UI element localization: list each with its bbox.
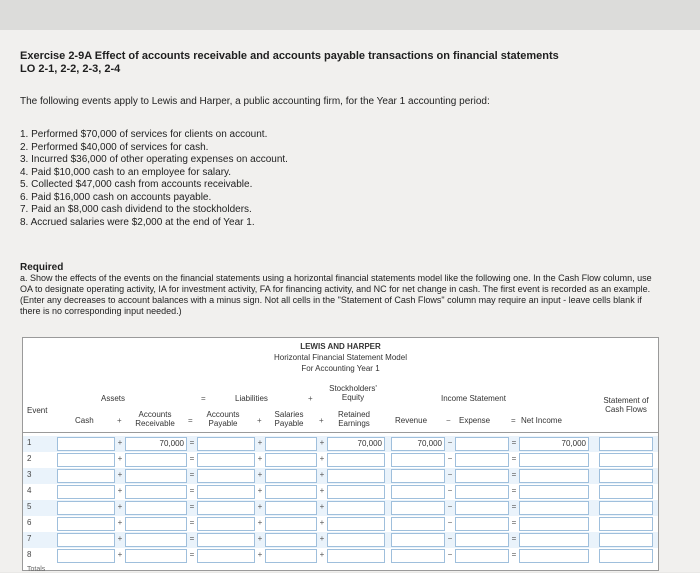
input-cell-netincome[interactable]: 70,000 (519, 437, 589, 451)
event-number: 2 (27, 454, 32, 463)
input-cell-expense[interactable] (455, 549, 509, 563)
minus-sign: − (447, 518, 453, 527)
equals-sign: = (511, 470, 517, 479)
plus-sign: + (117, 416, 122, 425)
plus-sign: + (257, 470, 263, 479)
list-item: 6. Paid $16,000 cash on accounts payable. (20, 191, 212, 203)
equals-sign: = (189, 518, 195, 527)
event-number: 3 (27, 470, 32, 479)
plus-sign: + (319, 470, 325, 479)
table-row (23, 548, 658, 564)
input-cell-revenue[interactable] (391, 517, 445, 531)
plus-sign: + (257, 518, 263, 527)
exercise-title (20, 50, 559, 76)
minus-sign: − (447, 550, 453, 559)
minus-sign: − (447, 438, 453, 447)
header-divider (23, 432, 658, 433)
input-cell-ap[interactable] (197, 549, 255, 563)
input-cell-cash[interactable] (57, 517, 115, 531)
event-number: 4 (27, 486, 32, 495)
input-cell-re[interactable] (327, 453, 385, 467)
input-cell-cash[interactable] (57, 501, 115, 515)
plus-sign: + (117, 502, 123, 511)
input-cell-expense[interactable] (455, 437, 509, 451)
plus-sign: + (257, 416, 262, 425)
plus-sign: + (117, 486, 123, 495)
model-subtitle: Horizontal Financial Statement Model (274, 353, 407, 362)
input-cell-sp[interactable] (265, 533, 317, 547)
input-cell-ar[interactable] (125, 469, 187, 483)
input-cell-cashflow[interactable] (599, 469, 653, 483)
event-number: 6 (27, 518, 32, 527)
equals-sign: = (189, 470, 195, 479)
input-cell-re[interactable] (327, 533, 385, 547)
equals-sign: = (511, 486, 517, 495)
input-cell-expense[interactable] (455, 501, 509, 515)
exercise-title-line2: LO 2-1, 2-2, 2-3, 2-4 (20, 63, 121, 75)
plus-sign: + (319, 438, 325, 447)
input-cell-netincome[interactable] (519, 533, 589, 547)
plus-sign: + (319, 416, 324, 425)
input-cell-cash[interactable] (57, 437, 115, 451)
input-cell-ar[interactable] (125, 453, 187, 467)
table-row (23, 500, 658, 516)
input-cell-ap[interactable] (197, 485, 255, 499)
input-cell-ar[interactable] (125, 501, 187, 515)
group-liabilities: Liabilities (235, 394, 268, 403)
col-accounts-receivable: Accounts Receivable (135, 410, 175, 428)
input-cell-re[interactable] (327, 501, 385, 515)
input-cell-ap[interactable] (197, 533, 255, 547)
input-cell-re[interactable] (327, 485, 385, 499)
input-cell-cash[interactable] (57, 469, 115, 483)
equals-sign: = (511, 518, 517, 527)
equals-sign: = (189, 534, 195, 543)
input-cell-cashflow[interactable] (599, 501, 653, 515)
equals-sign: = (188, 416, 193, 425)
input-cell-netincome[interactable] (519, 549, 589, 563)
input-cell-sp[interactable] (265, 485, 317, 499)
group-income: Income Statement (441, 394, 506, 403)
input-cell-ar[interactable] (125, 533, 187, 547)
equals-sign: = (511, 534, 517, 543)
equals-sign: = (511, 438, 517, 447)
plus-sign: + (319, 486, 325, 495)
input-cell-ar[interactable] (125, 549, 187, 563)
input-cell-sp[interactable] (265, 469, 317, 483)
table-row (23, 468, 658, 484)
list-item: 1. Performed $70,000 of services for clients on account. (20, 129, 268, 140)
input-cell-netincome[interactable] (519, 517, 589, 531)
plus-sign: + (257, 438, 263, 447)
input-cell-sp[interactable] (265, 517, 317, 531)
event-number: 7 (27, 534, 32, 543)
input-cell-re[interactable] (327, 469, 385, 483)
col-accounts-payable: Accounts Payable (206, 410, 240, 428)
input-cell-ar[interactable] (125, 517, 187, 531)
input-cell-revenue[interactable]: 70,000 (391, 437, 445, 451)
list-item: 2. Performed $40,000 of services for cash. (20, 141, 209, 153)
input-cell-ap[interactable] (197, 517, 255, 531)
minus-sign: − (447, 486, 453, 495)
input-cell-cash[interactable] (57, 453, 115, 467)
table-row (23, 516, 658, 532)
event-number: 8 (27, 550, 32, 559)
plus-sign: + (257, 502, 263, 511)
input-cell-cash[interactable] (57, 549, 115, 563)
list-item: 7. Paid an $8,000 cash dividend to the stockholders. (20, 204, 252, 215)
exercise-title-line1: Exercise 2-9A Effect of accounts receivable and accounts payable transactions on financial statements (20, 50, 559, 62)
plus-sign: + (319, 534, 325, 543)
input-cell-expense[interactable] (455, 533, 509, 547)
input-cell-cashflow[interactable] (599, 533, 653, 547)
input-cell-re[interactable] (327, 549, 385, 563)
equals-sign: = (511, 502, 517, 511)
input-cell-cashflow[interactable] (599, 549, 653, 563)
plus-sign: + (117, 438, 123, 447)
input-cell-sp[interactable] (265, 453, 317, 467)
input-cell-revenue[interactable] (391, 453, 445, 467)
event-number: 1 (27, 438, 32, 447)
plus-sign: + (117, 470, 123, 479)
input-cell-netincome[interactable] (519, 485, 589, 499)
equals-sign: = (189, 438, 195, 447)
col-salaries-payable: Salaries Payable (274, 410, 304, 428)
input-cell-revenue[interactable] (391, 485, 445, 499)
col-net-income: Net Income (521, 416, 562, 425)
minus-sign: − (447, 534, 453, 543)
plus-sign: + (117, 518, 123, 527)
input-cell-cashflow[interactable] (599, 485, 653, 499)
input-cell-expense[interactable] (455, 469, 509, 483)
col-event: Event (27, 406, 48, 415)
list-item: 5. Collected $47,000 cash from accounts receivable. (20, 179, 253, 190)
equals-sign: = (189, 502, 195, 511)
plus-sign: + (117, 550, 123, 559)
group-cashflow: Statement of Cash Flows (603, 396, 649, 414)
input-cell-cashflow[interactable] (599, 517, 653, 531)
col-revenue: Revenue (395, 416, 428, 425)
input-cell-netincome[interactable] (519, 469, 589, 483)
model-period: For Accounting Year 1 (301, 364, 380, 373)
input-cell-netincome[interactable] (519, 453, 589, 467)
input-cell-sp[interactable] (265, 549, 317, 563)
events-list (20, 129, 288, 229)
input-cell-cashflow[interactable] (599, 437, 653, 451)
plus-sign: + (257, 486, 263, 495)
input-cell-ap[interactable] (197, 437, 255, 451)
minus-sign: − (447, 470, 453, 479)
input-cell-netincome[interactable] (519, 501, 589, 515)
input-cell-ar[interactable]: 70,000 (125, 437, 187, 451)
plus-sign: + (117, 454, 123, 463)
input-cell-revenue[interactable] (391, 533, 445, 547)
input-cell-ap[interactable] (197, 453, 255, 467)
plus-sign: + (319, 502, 325, 511)
list-item: 4. Paid $10,000 cash to an employee for salary. (20, 166, 232, 178)
input-cell-ap[interactable] (197, 469, 255, 483)
totals-label: Totals (27, 566, 46, 573)
model-company: LEWIS AND HARPER (300, 342, 381, 351)
input-cell-cash[interactable] (57, 533, 115, 547)
input-cell-sp[interactable] (265, 437, 317, 451)
table-row (23, 532, 658, 548)
plus-sign: + (308, 394, 313, 403)
equals-sign: = (189, 486, 195, 495)
input-cell-revenue[interactable] (391, 501, 445, 515)
table-row (23, 484, 658, 500)
table-row (23, 452, 658, 468)
minus-sign: − (447, 502, 453, 511)
input-cell-revenue[interactable] (391, 549, 445, 563)
equals-sign: = (201, 394, 206, 403)
event-number: 5 (27, 502, 32, 511)
input-cell-expense[interactable] (455, 485, 509, 499)
input-cell-revenue[interactable] (391, 469, 445, 483)
equals-sign: = (511, 416, 516, 425)
col-expense: Expense (459, 416, 491, 425)
equals-sign: = (189, 550, 195, 559)
equals-sign: = (511, 550, 517, 559)
input-cell-expense[interactable] (455, 453, 509, 467)
plus-sign: + (257, 534, 263, 543)
plus-sign: + (319, 454, 325, 463)
plus-sign: + (257, 454, 263, 463)
minus-sign: − (446, 416, 451, 425)
financial-statement-model (22, 337, 659, 571)
col-cash: Cash (75, 416, 94, 425)
equals-sign: = (189, 454, 195, 463)
group-assets: Assets (101, 394, 126, 403)
group-equity: Stockholders' Equity (329, 384, 377, 402)
input-cell-re[interactable] (327, 517, 385, 531)
input-cell-cashflow[interactable] (599, 453, 653, 467)
required-text: a. Show the effects of the events on the financial statements using a horizontal financial statements model like the following one. In the Cash Flow column, use OA to designate operating activity, IA for investment activity, FA for financing activity, and NC for net change in cash. The first event is recorded as an example. (Enter any decreases to account balances with a minus sign. Not all cells in the "Statement of Cash Flows" column may require an input - leave cells blank if there is no corresponding input needed.) (20, 273, 652, 316)
input-cell-expense[interactable] (455, 517, 509, 531)
col-retained-earnings: Retained Earnings (337, 410, 371, 428)
input-cell-re[interactable]: 70,000 (327, 437, 385, 451)
minus-sign: − (447, 454, 453, 463)
required-heading: Required (20, 262, 64, 273)
plus-sign: + (319, 550, 325, 559)
list-item: 8. Accrued salaries were $2,000 at the end of Year 1. (20, 216, 255, 228)
input-cell-ar[interactable] (125, 485, 187, 499)
input-cell-sp[interactable] (265, 501, 317, 515)
top-bar (0, 0, 700, 30)
input-cell-ap[interactable] (197, 501, 255, 515)
plus-sign: + (117, 534, 123, 543)
input-cell-cash[interactable] (57, 485, 115, 499)
plus-sign: + (257, 550, 263, 559)
equals-sign: = (511, 454, 517, 463)
plus-sign: + (319, 518, 325, 527)
table-row (23, 436, 658, 452)
list-item: 3. Incurred $36,000 of other operating expenses on account. (20, 154, 288, 165)
intro-text: The following events apply to Lewis and Harper, a public accounting firm, for the Year 1 accounting period: (20, 96, 490, 107)
